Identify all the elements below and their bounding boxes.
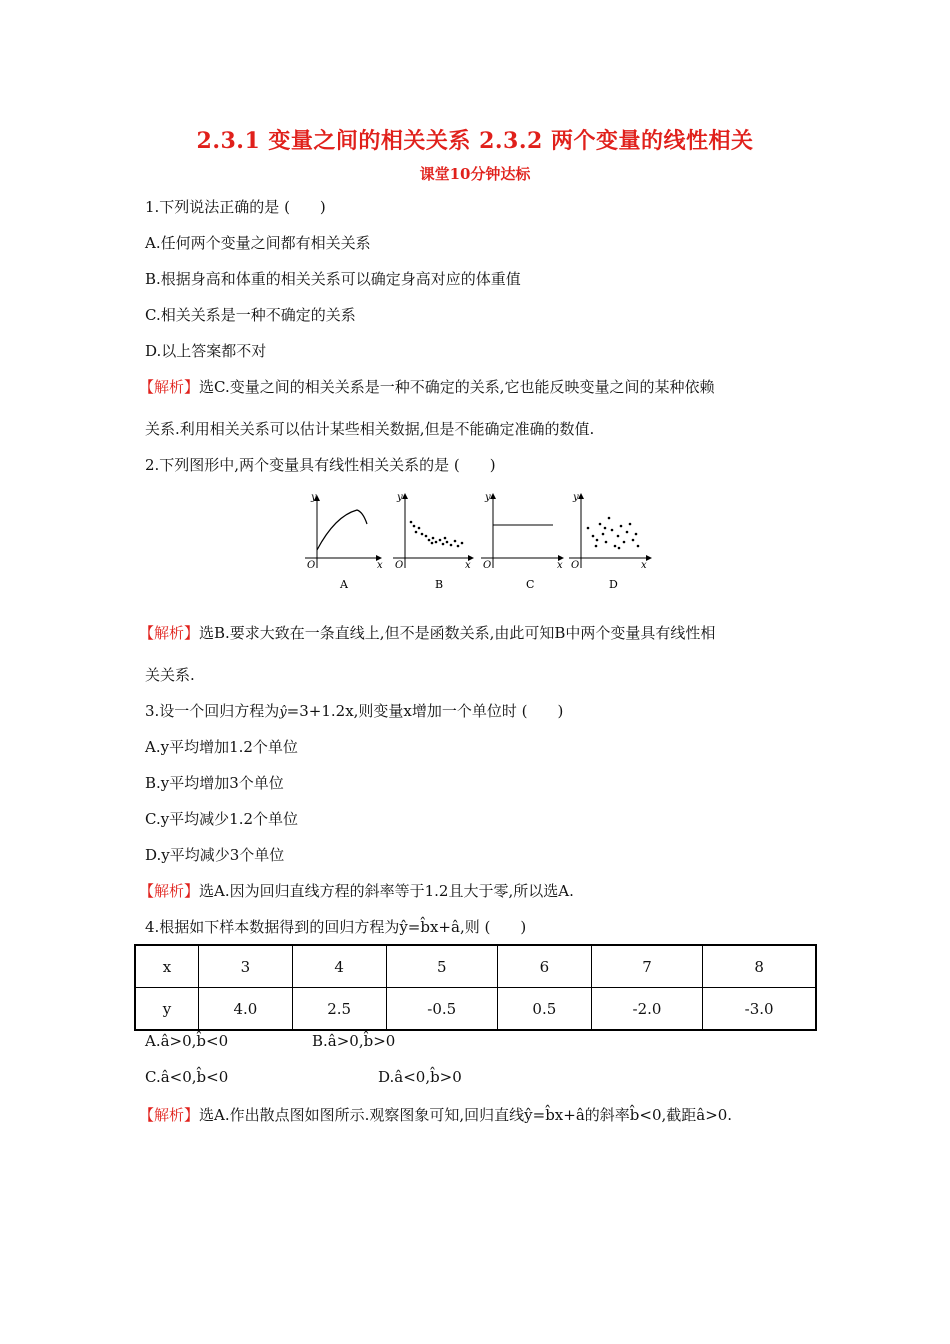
table-cell: 7 <box>591 945 702 988</box>
q3-option-d: D.y平均减少3个单位 <box>145 846 285 864</box>
q3-option-c: C.y平均减少1.2个单位 <box>145 810 299 828</box>
figure-b-y-label: y <box>397 492 403 503</box>
figure-d-x-label: x <box>641 560 647 571</box>
q2-figures <box>295 488 660 600</box>
page-title: 2.3.1 变量之间的相关关系 2.3.2 两个变量的线性相关 <box>196 128 754 154</box>
table-cell: 3 <box>199 945 293 988</box>
figure-d-y-label: y <box>573 492 579 503</box>
q1-option-a: A.任何两个变量之间都有相关关系 <box>145 234 371 252</box>
figure-a-y-label: y <box>311 492 317 503</box>
q4-data-table <box>134 944 817 1031</box>
q4-stem <box>145 916 526 937</box>
page-subtitle: 课堂10分钟达标 <box>419 165 531 183</box>
figure-c-y-label: y <box>485 492 491 503</box>
figure-a <box>305 492 383 591</box>
q2-analysis <box>139 622 715 643</box>
q4-option-d: D.â<0,b̂>0 <box>378 1068 462 1086</box>
q3-yhat: ŷ <box>279 705 287 720</box>
figure-b-origin: O <box>395 560 404 571</box>
analysis-tag: 【解析】 <box>139 378 200 396</box>
q3-stem-pre: 3.设一个回归方程为 <box>145 702 280 720</box>
figure-b-x-label: x <box>465 560 471 571</box>
q1-option-c: C.相关关系是一种不确定的关系 <box>145 306 356 324</box>
q3-analysis <box>139 880 574 901</box>
q3-stem <box>145 700 563 721</box>
q4-option-a: A.â>0,b̂<0 <box>145 1032 229 1050</box>
q2-analysis-cont: 关关系. <box>145 666 195 684</box>
table-cell: y <box>135 988 199 1031</box>
figure-c-x-label: x <box>557 560 563 571</box>
table-cell: 4.0 <box>199 988 293 1031</box>
table-cell: 0.5 <box>497 988 591 1031</box>
q1-option-b: B.根据身高和体重的相关关系可以确定身高对应的体重值 <box>145 270 521 288</box>
q4-analysis-text: 选A.作出散点图如图所示.观察图象可知,回归直线ŷ=b̂x+â的斜率b̂<0,截距â>0. <box>199 1106 733 1124</box>
figure-b <box>393 492 473 591</box>
q3-stem-post: =3+1.2x,则变量x增加一个单位时 ( ) <box>286 702 564 720</box>
figure-a-origin: O <box>307 560 316 571</box>
q4-option-b: B.â>0,b̂>0 <box>312 1032 396 1050</box>
analysis-tag: 【解析】 <box>139 1106 200 1124</box>
figure-d-label: D <box>609 578 618 591</box>
table-row <box>135 945 816 988</box>
q2-stem: 2.下列图形中,两个变量具有线性相关关系的是 ( ) <box>145 456 496 474</box>
q1-option-d: D.以上答案都不对 <box>145 342 267 360</box>
q1-analysis-cont: 关系.利用相关关系可以估计某些相关数据,但是不能确定准确的数值. <box>145 420 595 438</box>
q1-analysis <box>139 376 715 397</box>
q2-figure-set <box>295 488 660 596</box>
table-cell: 8 <box>703 945 816 988</box>
table-cell: -3.0 <box>703 988 816 1031</box>
q2-analysis-text: 选B.要求大致在一条直线上,但不是函数关系,由此可知B中两个变量具有线性相 <box>199 624 716 642</box>
table-cell: 6 <box>497 945 591 988</box>
table-cell: 5 <box>386 945 497 988</box>
table-row <box>135 988 816 1031</box>
figure-c <box>481 492 563 591</box>
figure-b-points <box>410 521 464 548</box>
q4-option-c: C.â<0,b̂<0 <box>145 1068 229 1086</box>
figure-a-label: A <box>340 578 348 591</box>
q3-option-b: B.y平均增加3个单位 <box>145 774 284 792</box>
table-cell: x <box>135 945 199 988</box>
table-cell: -2.0 <box>591 988 702 1031</box>
table-cell: 4 <box>292 945 386 988</box>
figure-d-points <box>587 517 640 550</box>
figure-d-origin: O <box>571 560 580 571</box>
figure-c-origin: O <box>483 560 492 571</box>
q4-stem-post: ,则 ( ) <box>459 918 527 936</box>
q4-stem-eq: ŷ=b̂x+â <box>399 918 460 936</box>
analysis-tag: 【解析】 <box>139 624 200 642</box>
q1-analysis-text: 选C.变量之间的相关关系是一种不确定的关系,它也能反映变量之间的某种依赖 <box>199 378 715 396</box>
table-cell: -0.5 <box>386 988 497 1031</box>
q4-analysis <box>139 1104 732 1125</box>
q3-analysis-text: 选A.因为回归直线方程的斜率等于1.2且大于零,所以选A. <box>199 882 574 900</box>
q3-option-a: A.y平均增加1.2个单位 <box>145 738 298 756</box>
figure-b-label: B <box>435 578 444 591</box>
figure-d <box>569 492 651 591</box>
q4-stem-pre: 4.根据如下样本数据得到的回归方程为 <box>145 918 400 936</box>
q1-stem: 1.下列说法正确的是 ( ) <box>145 198 326 216</box>
figure-c-label: C <box>526 578 535 591</box>
analysis-tag: 【解析】 <box>139 882 200 900</box>
table-cell: 2.5 <box>292 988 386 1031</box>
figure-a-x-label: x <box>377 560 383 571</box>
